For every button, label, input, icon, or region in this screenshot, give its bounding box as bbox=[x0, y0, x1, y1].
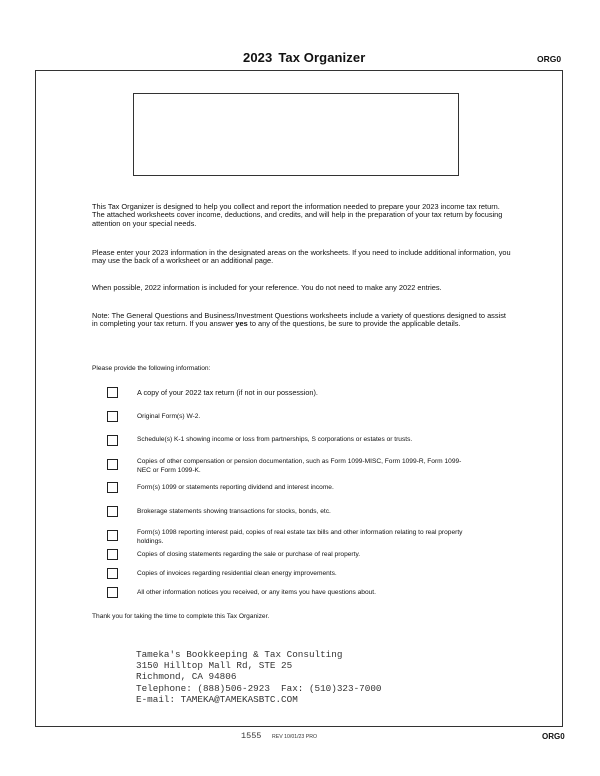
checkbox-1099-dividend-interest[interactable] bbox=[107, 482, 118, 493]
checkbox-1099-compensation[interactable] bbox=[107, 459, 118, 470]
checklist-item: Form(s) 1098 reporting interest paid, copies of real estate tax bills and other information relating to real property holdings. bbox=[137, 529, 463, 545]
checklist-item: Copies of invoices regarding residential clean energy improvements. bbox=[137, 570, 337, 577]
client-info-box bbox=[133, 93, 459, 176]
firm-name: Tameka's Bookkeeping & Tax Consulting bbox=[136, 649, 343, 660]
thank-you-text: Thank you for taking the time to complete this Tax Organizer. bbox=[92, 613, 270, 620]
checklist-item: A copy of your 2022 tax return (if not in our possession). bbox=[137, 388, 318, 397]
intro-paragraph-2: Please enter your 2023 information in the designated areas on the worksheets. If you need to include additional information, you may use the back of a worksheet or an additional page. bbox=[92, 248, 511, 266]
note-emphasis: yes bbox=[235, 319, 248, 329]
firm-address-line-1: 3150 Hilltop Mall Rd, STE 25 bbox=[136, 660, 293, 672]
note-text-after: to any of the questions, be sure to provide the applicable details. bbox=[247, 319, 461, 329]
checklist-item: Copies of closing statements regarding the sale or purchase of real property. bbox=[137, 551, 361, 558]
checkbox-brokerage[interactable] bbox=[107, 506, 118, 517]
checklist-item: All other information notices you received, or any items you have questions about. bbox=[137, 589, 376, 596]
form-code-bottom: ORG0 bbox=[542, 732, 565, 741]
checklist-item: Form(s) 1099 or statements reporting dividend and interest income. bbox=[137, 484, 334, 491]
firm-email: E-mail: TAMEKA@TAMEKASBTC.COM bbox=[136, 693, 298, 705]
checklist-item: Schedule(s) K-1 showing income or loss from partnerships, S corporations or estates or trusts. bbox=[137, 436, 413, 443]
intro-note bbox=[92, 312, 512, 329]
checklist-item: Original Form(s) W-2. bbox=[137, 413, 201, 420]
firm-contact-block bbox=[136, 649, 381, 705]
firm-phone-fax: Telephone: (888)506-2923 Fax: (510)323-7000 bbox=[136, 682, 382, 694]
checkbox-clean-energy[interactable] bbox=[107, 568, 118, 579]
checklist-item: Brokerage statements showing transactions for stocks, bonds, etc. bbox=[137, 508, 331, 515]
footer-revision: REV 10/01/23 PRO bbox=[272, 734, 317, 740]
checkbox-prior-return[interactable] bbox=[107, 387, 118, 398]
checklist-item: Copies of other compensation or pension documentation, such as Form 1099-MISC, Form 1099-R, Form 1099-NEC or Form 1099-K. bbox=[137, 458, 462, 474]
checklist-lead: Please provide the following information: bbox=[92, 365, 211, 372]
checkbox-closing-statements[interactable] bbox=[107, 549, 118, 560]
note-text-before: Note: The General Questions and Business/Investment Questions worksheets include a variety of questions designed to assist in completing your tax return. If you answer bbox=[92, 311, 506, 329]
intro-paragraph-3: When possible, 2022 information is included for your reference. You do not need to make any 2022 entries. bbox=[92, 283, 442, 292]
footer-number: 1555 bbox=[241, 731, 262, 741]
checkbox-k1[interactable] bbox=[107, 435, 118, 446]
page-title bbox=[243, 50, 365, 65]
intro-paragraph-1: This Tax Organizer is designed to help you collect and report the information needed to prepare your 2023 income tax return. The attached worksheets cover income, deductions, and credits, and will help in the preparation of your tax return by focusing attention on your special needs. bbox=[92, 202, 503, 228]
checkbox-1098[interactable] bbox=[107, 530, 118, 541]
title-year: 2023 bbox=[243, 50, 273, 65]
firm-address-line-2: Richmond, CA 94806 bbox=[136, 671, 237, 683]
checkbox-w2[interactable] bbox=[107, 411, 118, 422]
form-code-top: ORG0 bbox=[537, 54, 562, 64]
checkbox-other-notices[interactable] bbox=[107, 587, 118, 598]
title-text: Tax Organizer bbox=[278, 50, 366, 65]
